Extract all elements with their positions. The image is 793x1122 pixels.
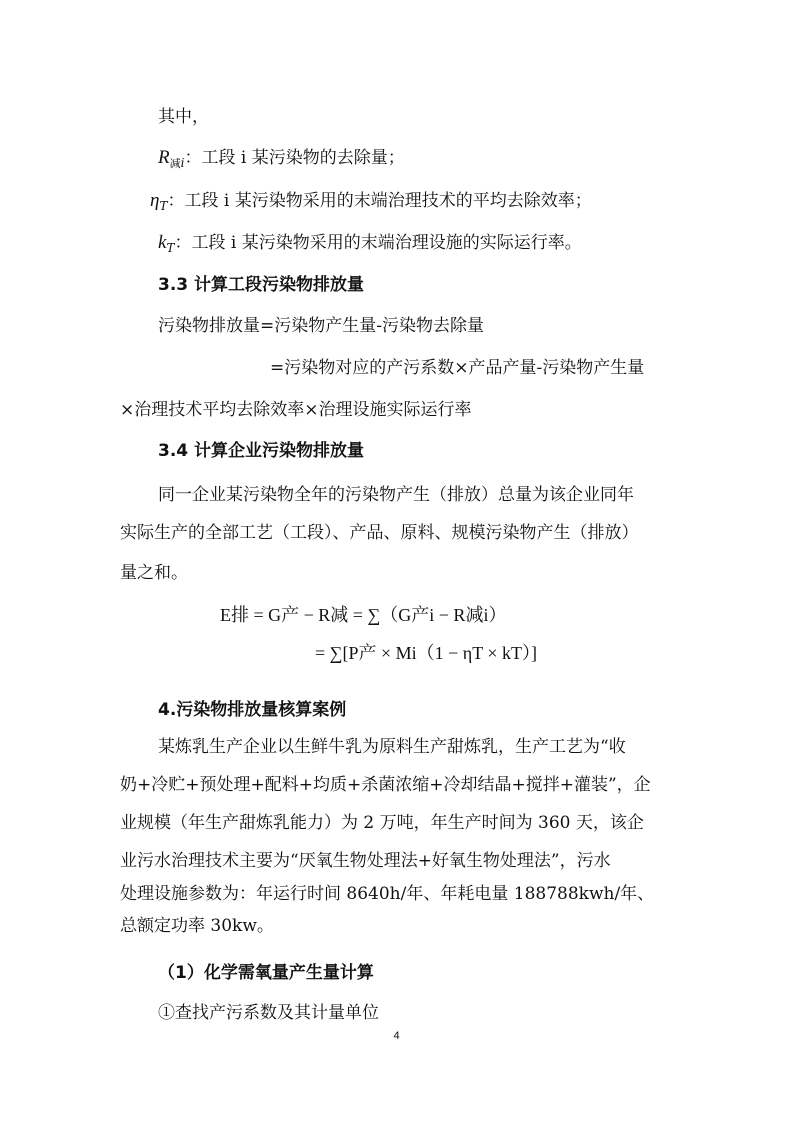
paragraph-line: 某炼乳生产企业以生鲜牛乳为原料生产甜炼乳，生产工艺为“收 bbox=[158, 737, 626, 757]
definition-r bbox=[158, 145, 718, 177]
equation-2: = ∑[P产 × Mi（1 − ηT × kT）] bbox=[315, 643, 538, 663]
paragraph-line: 实际生产的全部工艺（工段）、产品、原料、规模污染物产生（排放） bbox=[120, 523, 639, 543]
text-line: 其中， bbox=[158, 107, 209, 127]
paragraph-line: 处理设施参数为：年运行时间 8640h/年、年耗电量 188788kwh/年、 bbox=[120, 884, 655, 904]
paragraph-line: 总额定功率 30kw。 bbox=[120, 916, 274, 936]
definition-k bbox=[158, 230, 718, 261]
section-heading-4: 4.污染物排放量核算案例 bbox=[158, 700, 347, 720]
text-line: ①查找产污系数及其计量单位 bbox=[158, 1003, 379, 1023]
text-line: 污染物排放量=污染物产生量-污染物去除量 bbox=[158, 316, 484, 336]
symbol-r: R bbox=[158, 147, 170, 168]
symbol-k: k bbox=[158, 232, 167, 253]
symbol-r-subi: i bbox=[180, 156, 185, 170]
text-line: ×治理技术平均去除效率×治理设施实际运行率 bbox=[120, 400, 472, 420]
page-number: 4 bbox=[393, 1030, 400, 1042]
definition-eta bbox=[150, 188, 710, 219]
definition-r-text: ：工段 i 某污染物的去除量； bbox=[184, 148, 405, 168]
text-line: =污染物对应的产污系数×产品产量-污染物产生量 bbox=[270, 358, 645, 378]
paragraph-line: 同一企业某污染物全年的污染物产生（排放）总量为该企业同年 bbox=[158, 485, 634, 505]
section-heading-3-4: 3.4 计算企业污染物排放量 bbox=[158, 441, 365, 461]
symbol-eta: η bbox=[150, 190, 160, 211]
section-heading-4-1: （1）化学需氧量产生量计算 bbox=[158, 963, 374, 983]
symbol-eta-sub: T bbox=[159, 199, 168, 213]
section-heading-3-3: 3.3 计算工段污染物排放量 bbox=[158, 275, 365, 295]
symbol-r-sub: 减 bbox=[169, 157, 181, 170]
equation-1: E排 = G产 − R减 = ∑（G产i − R减i） bbox=[220, 605, 507, 625]
paragraph-line: 业污水治理技术主要为“厌氧生物处理法+好氧生物处理法”，污水 bbox=[120, 851, 611, 871]
definition-eta-text: ：工段 i 某污染物采用的末端治理技术的平均去除效率； bbox=[167, 191, 592, 211]
paragraph-line: 奶+冷贮+预处理+配料+均质+杀菌浓缩+冷却结晶+搅拌+灌装”，企 bbox=[120, 775, 651, 795]
symbol-k-sub: T bbox=[166, 241, 175, 255]
paragraph-line: 业规模（年生产甜炼乳能力）为 2 万吨，年生产时间为 360 天，该企 bbox=[120, 813, 644, 833]
definition-k-text: ：工段 i 某污染物采用的末端治理设施的实际运行率。 bbox=[174, 233, 582, 253]
paragraph-line: 量之和。 bbox=[120, 563, 188, 583]
